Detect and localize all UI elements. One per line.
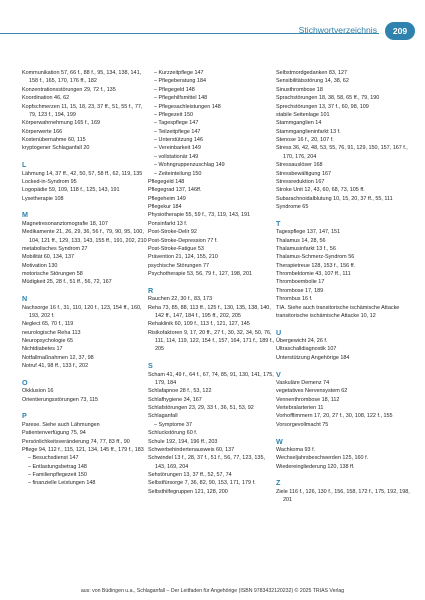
index-entry: Vorhofflimmern 17, 20, 27 f., 30, 108, 122 f., 155 [276, 413, 393, 420]
index-entry: Physiotherapie 55, 59 f., 73, 119, 143, 191 [148, 212, 251, 219]
index-subentry: – Pflegesachleistungen 148 [154, 103, 221, 110]
index-entry: Syndrome 65 [276, 204, 309, 210]
index-entry: Ultraschalldiagnostik 107 [276, 346, 337, 353]
index-entry: Pflegeheim 149 [148, 195, 186, 202]
index-entry: Prävention 21, 124, 155, 210 [148, 254, 218, 261]
index-entry: Kommunikation 57, 66 f., 88 f., 95, 134, 138, 141, 158 f., 165, 170, 176 ff., 182 [22, 70, 142, 85]
spacer [276, 471, 416, 479]
index-entry: Selbsthilfegruppen 121, 128, 200 [148, 488, 228, 495]
index-entry: Scham 41, 49 f., 64 f., 67, 74, 85, 91, 130, 141, 175, 179, 184 [148, 371, 274, 386]
index-subentry: – Wohngruppenzuschlag 149 [154, 162, 225, 169]
index-entry: stabile Seitenlage 101 [276, 111, 330, 118]
index-entry: Selbstfürsorge 7, 36, 82, 90, 153, 171, 179 f. [148, 480, 256, 487]
index-entry: Locked-in-Syndrom 95 [22, 178, 77, 185]
spacer [276, 429, 416, 437]
index-entry: Vaskuläre Demenz 74 [276, 379, 330, 386]
index-letter-heading: M [22, 210, 28, 220]
index-entry: Post-Stroke-Fatigue 53 [148, 245, 204, 252]
index-entry: Koordination 46, 62 [22, 95, 70, 102]
index-entry: Schwerbehindertenausweis 60, 137 [148, 446, 235, 453]
index-entry: Logopädie 59, 109, 118 f., 125, 143, 191 [22, 187, 120, 194]
index-entry: Stressbewältigung 167 [276, 170, 332, 177]
index-entry: Wachkoma 93 f. [276, 446, 316, 453]
index-entry: Körperwahrnehmung 165 f., 169 [22, 120, 100, 127]
index-subentry: – Zeiteinteilung 150 [154, 170, 202, 177]
index-subentry: – Tagespflege 147 [154, 120, 199, 127]
index-entry: Magnetresonanztomografie 18, 107 [22, 220, 108, 227]
index-entry: Übergewicht 24, 26 f. [276, 338, 328, 344]
index-column-3 [276, 69, 416, 505]
index-subentry: – Pflegeberatung 184 [154, 78, 207, 85]
index-entry: Therapietreue 128, 153 f., 156 ff. [276, 262, 356, 269]
spacer [22, 287, 150, 295]
index-letter-heading: S [148, 361, 153, 371]
index-subentry: – Entlastungsbetrag 148 [28, 463, 87, 470]
index-entry: Rauchen 22, 30 f., 83, 173 [148, 296, 213, 303]
index-entry: Stammganglien 14 [276, 120, 322, 127]
index-entry: Notfallmaßnahmen 12, 37, 98 [22, 354, 94, 361]
index-entry: Körperwerte 166 [22, 128, 63, 135]
index-subentry: – Pflegegeld 148 [154, 86, 195, 93]
index-entry: Stressauslöser 168 [276, 162, 323, 169]
index-entry: Okklusion 16 [22, 388, 54, 395]
index-entry: Ziele 116 f., 126, 130 f., 156, 158, 172 f., 175, 192, 198, 201 [276, 488, 410, 504]
index-letter-heading: L [22, 160, 27, 170]
index-entry: Persönlichkeitsveränderung 74, 77, 83 ff., 90 [22, 438, 130, 445]
index-entry: Stressreduktion 167 [276, 178, 325, 185]
index-letter-heading: U [276, 327, 282, 337]
index-entry: Nachsorge 16 f., 31, 110, 120 f., 123, 154 ff., 160, 193, 202 f. [22, 304, 142, 319]
index-entry: Stammganglieninfarkt 13 f. [276, 128, 341, 135]
index-entry: Schlafapnoe 28 f., 53, 122 [148, 388, 212, 395]
index-entry: Thalamus 14, 28, 56 [276, 237, 326, 244]
index-entry: Nichtdiabetes 17 [22, 346, 63, 353]
index-column-1 [22, 69, 150, 488]
index-subentry: – Teilzeitpflege 147 [154, 128, 201, 135]
index-entry: Thalamus-Schmerz-Syndrom 56 [276, 254, 355, 261]
index-subentry: – Kurzzeitpflege 147 [154, 70, 204, 76]
index-subentry: – Familienpflegezeit 150 [28, 472, 87, 478]
index-entry: Schlaganfall [148, 413, 178, 420]
index-entry: Thrombektomie 43, 107 ff., 111 [276, 271, 351, 277]
index-subentry: – Symptome 37 [154, 421, 193, 428]
index-entry: Subarachnoidalblutung 10, 15, 20, 37 ff., 55, 111 [276, 195, 393, 202]
index-entry: Psychotherapie 53, 56, 79 f., 127, 198, 201 [148, 271, 252, 277]
index-entry: Wechseljahrsbeschwerden 125, 160 f. [276, 455, 369, 462]
index-entry: Thrombus 16 f. [276, 296, 313, 303]
index-entry: Rehaklinik 60, 109 f., 113 f., 121, 127, 145 [148, 321, 250, 328]
index-subentry: – Pflegehilfsmittel 148 [154, 95, 208, 102]
index-entry: motorische Störungen 58 [22, 271, 83, 277]
index-entry: Selbstmordgedanken 83, 127 [276, 70, 348, 76]
index-entry: Vorsorgevollmacht 75 [276, 421, 329, 428]
index-entry: Vertebralarterien 11 [276, 405, 324, 411]
index-entry: TIA. Siehe auch transitorische ischämische Attacke [276, 304, 400, 311]
copyright-footer: aus: von Büdingen u.a., Schlaganfall – Der Leitfaden für Angehörige (ISBN 9783432120232) © 2025 TRIAS Verlag [80, 588, 345, 594]
index-subentry: – Besuchsdienst 147 [28, 455, 79, 462]
index-entry: Neglect 65, 70 f., 119 [22, 321, 74, 328]
index-entry: Kostenübernahme 60, 115 [22, 137, 86, 143]
index-column-2 [148, 69, 276, 496]
index-entry: Schule 192, 194, 196 ff., 203 [148, 438, 218, 445]
index-entry: Sehstörungen 13, 37 ff., 52, 57, 74 [148, 472, 232, 478]
index-letter-heading: P [22, 411, 27, 421]
spacer [22, 404, 150, 412]
page-number-badge: 209 [385, 22, 415, 40]
index-entry: Medikamente 21, 26, 29, 36, 56 f., 79, 90, 95, 100, 104, 121 ff., 129, 133, 143, 155 ff., 191, 202, 210 [22, 229, 147, 244]
index-entry: Pflegekur 184 [148, 204, 182, 210]
spacer [148, 354, 276, 362]
index-entry: Mobilität 60, 134, 137 [22, 254, 74, 261]
spacer [22, 153, 150, 161]
index-entry: Vennenthrombose 18, 112 [276, 396, 340, 403]
index-entry: Post-Stroke-Delir 92 [148, 229, 197, 236]
index-entry: Thrombose 17, 189 [276, 287, 324, 294]
index-entry: Sensibilitätsstörung 14, 38, 62 [276, 78, 349, 85]
index-entry: Pflegegrad 137, 146ff. [148, 187, 202, 194]
index-letter-heading: W [276, 436, 283, 446]
index-entry: Stroke Unit 12, 43, 60, 68, 73, 105 ff. [276, 187, 365, 194]
spacer [148, 278, 276, 286]
index-subentry: – Pflegezeit 150 [154, 111, 193, 118]
index-letter-heading: R [148, 285, 154, 295]
index-entry: Motivation 130 [22, 262, 58, 269]
index-entry: Patientenverfügung 75, 94 [22, 430, 86, 437]
index-entry: Reha 73, 85, 88, 113 ff., 125 f., 130, 135, 138, 140, 142 ff., 147, 184 f., 195 ff., 202, 205 [148, 304, 271, 319]
index-entry: vegetatives Nervensystem 62 [276, 388, 348, 395]
index-entry: Schwindel 13 f., 28, 37 f., 51 f., 56, 77, 123, 135, 143, 169, 204 [148, 455, 265, 470]
index-entry: Lysetherapie 108 [22, 195, 64, 202]
index-entry: Thalamusinfarkt 13 f., 56 [276, 245, 336, 252]
index-letter-heading: O [22, 377, 28, 387]
index-entry: Orientierungsstörungen 73, 115 [22, 396, 99, 403]
index-entry: transitorische ischämische Attacke 10, 12 [276, 312, 376, 319]
index-entry: Sinusthrombose 18 [276, 86, 323, 93]
index-entry: Tagespflege 137, 147, 151 [276, 229, 341, 236]
index-subentry: – Unterstützung 146 [154, 137, 203, 143]
index-entry: Konzentrationsstörungen 29, 72 f., 135 [22, 86, 116, 93]
index-entry: Schluckstörung 60 f. [148, 430, 198, 437]
index-entry: metabolisches Syndrom 27 [22, 245, 88, 252]
index-entry: kryptogener Schlaganfall 20 [22, 145, 90, 152]
index-subentry: – Vereinbarkeit 149 [154, 145, 201, 152]
index-entry: Lähmung 14, 37 ff., 42, 50, 57, 58 ff., 62, 119, 135 [22, 170, 143, 177]
index-entry: Schlafstörungen 23, 29, 33 f., 36, 51, 53, 92 [148, 405, 254, 411]
index-letter-heading: T [276, 218, 281, 228]
index-entry: Notruf 41, 98 ff., 133 f., 202 [22, 363, 89, 370]
index-subentry: – vollstationär 149 [154, 153, 199, 160]
index-entry: Sprechstörungen 13, 37 f., 60, 98, 109 [276, 103, 369, 110]
index-letter-heading: V [276, 369, 281, 379]
index-entry: Unterstützung Angehörige 184 [276, 354, 350, 361]
index-entry: Pflegegeld 148 [148, 178, 185, 185]
index-entry: Parese. Siehe auch Lähmungen [22, 421, 100, 428]
index-entry: Neuropsychologie 65 [22, 338, 74, 344]
index-entry: psychische Störungen 77 [148, 262, 210, 269]
index-entry: Ponsinfarkt 13 f. [148, 220, 188, 227]
index-letter-heading: N [22, 294, 28, 304]
index-entry: Thromboembolie 17 [276, 279, 325, 286]
index-letter-heading: Z [276, 478, 281, 488]
index-entry: Sprachstörungen 18, 38, 58, 65 ff., 79, 190 [276, 95, 380, 102]
spacer [22, 371, 150, 379]
index-entry: Pflege 94, 112 f., 115, 121, 134, 145 ff., 179 f., 183 [22, 446, 144, 453]
index-subentry: – finanzielle Leistungen 148 [28, 480, 96, 487]
page-section-title: Stichwortverzeichnis [298, 25, 377, 35]
index-entry: Risikofaktoren 9, 17, 20 ff., 27 f., 30, 32, 34, 50, 76, 111, 114, 119, 122, 154 f., 157, 164, 171 f., 189 f., 205 [148, 329, 275, 353]
index-entry: Müdigkeit 25, 28 f., 51 ff., 56, 72, 167 [22, 279, 112, 286]
spacer [276, 362, 416, 370]
index-entry: Post-Stroke-Depression 77 f. [148, 237, 218, 244]
index-entry: Stenose 16 f., 20, 107 f. [276, 137, 334, 143]
index-entry: Stress 36, 42, 48, 53, 55, 76, 91, 129, 150, 157, 167 f., 170, 176, 204 [276, 145, 408, 160]
index-entry: Wiedereingliederung 120, 138 ff. [276, 463, 355, 470]
spacer [276, 211, 416, 219]
index-entry: Kopfschmerzen 11, 15, 18, 23, 37 ff., 51, 55 f., 77, 79, 123 f., 194, 199 [22, 103, 143, 118]
index-entry: neurologische Reha 113 [22, 329, 81, 336]
index-entry: Schlafhygiene 34, 167 [148, 396, 202, 403]
spacer [22, 203, 150, 211]
spacer [276, 320, 416, 328]
